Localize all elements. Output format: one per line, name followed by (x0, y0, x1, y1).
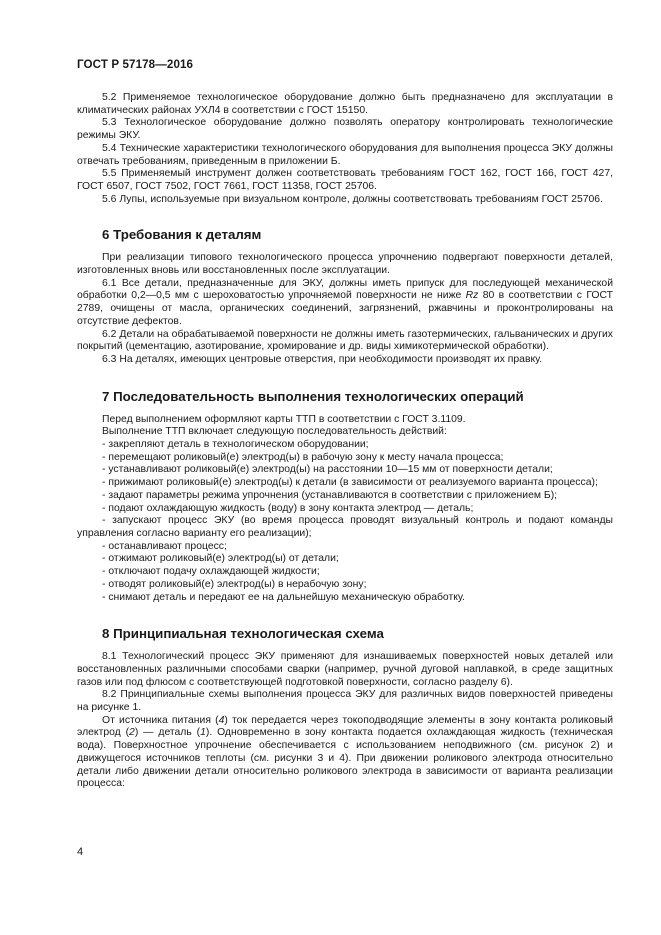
paragraph-8-3-text: ) — деталь ( (134, 727, 201, 739)
list-item: - отводят роликовый(е) электрод(ы) в нерабочую зону; (102, 578, 367, 590)
roughness-symbol: Rz (465, 290, 479, 302)
paragraph-6-1-part-a: 6.1 Все детали, предназначенные для ЭКУ, должны иметь припуск для последующей механической обработки 0,2—0,5 мм с шероховатостью упрочняемой поверхности не ниже (77, 277, 613, 302)
paragraph-6-2: 6.2 Детали на обрабатываемой поверхности не должны иметь газотермических, гальванических и других покрытий (цементацию, азотирование, хромирование и др. виды химикотермической обработки). (77, 328, 613, 353)
section-6-heading: 6 Требования к деталям (102, 227, 262, 243)
paragraph-5-3: 5.3 Технологическое оборудование должно позволять оператору контролировать технологические режимы ЭКУ. (77, 117, 613, 142)
section-7 (77, 389, 613, 605)
paragraph-8-3-text: От источника питания ( (102, 714, 219, 726)
ref-roller-electrode: 2 (129, 727, 135, 739)
paragraph-5-6: 5.6 Лупы, используемые при визуальном контроле, должны соответствовать требованиям ГОСТ 25706. (102, 193, 603, 205)
list-item: - перемещают роликовый(е) электрод(ы) в рабочую зону к месту начала процесса; (102, 451, 504, 463)
list-item: - отключают подачу охлаждающей жидкости; (102, 566, 320, 578)
section-6-intro: При реализации типового технологического процесса упрочнению подвергают поверхности деталей, изготовленных вновь или восстановленных после эксплуатации. (77, 252, 613, 277)
list-item: - останавливают процесс; (102, 540, 227, 552)
list-item: - устанавливают роликовый(е) электрод(ы) на расстоянии 10—15 мм от поверхности детали; (102, 464, 553, 476)
paragraph-8-3-text: ) ток передается через токоподводящие элементы в зону контакта роликовый электрод ( (77, 714, 613, 739)
section-5-continuation (77, 92, 613, 206)
section-7-intro-1: Перед выполнением оформляют карты ТТП в соответствии с ГОСТ 3.1109. (102, 413, 466, 425)
ref-part: 1 (200, 727, 206, 739)
paragraph-6-3: 6.3 На деталях, имеющих центровые отверстия, при необходимости производят их правку. (102, 353, 543, 365)
list-item: - прижимают роликовый(е) электрод(ы) к детали (в зависимости от реализуемого варианта процесса); (102, 477, 598, 489)
list-item: - снимают деталь и передают ее на дальнейшую механическую обработку. (102, 591, 465, 603)
section-8-heading: 8 Принципиальная технологическая схема (102, 626, 384, 642)
paragraph-8-3-text: ). Одновременно в зону контакта подается охлаждающая жидкость (техническая вода). Поверхностное упрочнение обеспечивается с использованием неподвижного (см. рисунок 2) и движущегося источников теплоты (см. рисунки 3 и 4). При движении роликового электрода относительно детали либо движении детали относительно роликового электрода в зависимости от варианта реализации процесса: (77, 727, 614, 790)
list-item: - отжимают роликовый(е) электрод(ы) от детали; (102, 553, 339, 565)
section-7-heading: 7 Последовательность выполнения технологических операций (102, 388, 524, 404)
paragraph-8-2: 8.2 Принципиальные схемы выполнения процесса ЭКУ для различных видов поверхностей приведены на рисунке 1. (77, 689, 613, 714)
paragraph-5-2: 5.2 Применяемое технологическое оборудование должно быть предназначено для эксплуатации в климатических районах УХЛ4 в соответствии с ГОСТ 15150. (77, 92, 613, 116)
section-6 (77, 227, 613, 366)
paragraph-5-4: 5.4 Технические характеристики технологического оборудования для выполнения процесса ЭКУ должны отвечать требованиям, приведенным в приложении Б. (77, 142, 613, 167)
document-body (77, 92, 613, 791)
paragraph-8-1: 8.1 Технологический процесс ЭКУ применяют для изнашиваемых поверхностей новых деталей или восстановленных различными способами сварки (например, ручной дуговой наплавкой, в среде защитных газов или под флюсом с соответствующей подготовкой поверхности, согласно разделу 6). (77, 651, 613, 688)
list-item: - запускают процесс ЭКУ (во время процесса проводят визуальный контроль и подают команды управления согласно варианту его реализации); (77, 515, 613, 539)
section-7-intro-2: Выполнение ТТП включает следующую последовательность действий: (102, 426, 447, 438)
page-number: 4 (77, 846, 84, 858)
list-item: - закрепляют деталь в технологическом оборудовании; (102, 439, 369, 451)
list-item: - задают параметры режима упрочнения (устанавливаются в соответствии с приложением Б); (102, 489, 558, 501)
paragraph-8-3 (77, 715, 613, 791)
section-8 (77, 626, 613, 791)
document-id-header: ГОСТ Р 57178—2016 (77, 58, 194, 71)
paragraph-5-5: 5.5 Применяемый инструмент должен соответствовать требованиям ГОСТ 162, ГОСТ 166, ГОСТ 427, ГОСТ 6507, ГОСТ 7502, ГОСТ 7661, ГОСТ 11358, ГОСТ 25706. (77, 168, 613, 192)
list-item: - подают охлаждающую жидкость (воду) в зону контакта электрод — деталь; (102, 502, 474, 514)
ref-power-source: 4 (218, 714, 225, 726)
paragraph-6-1 (77, 278, 613, 329)
paragraph-6-1-part-b: 80 в соответствии с ГОСТ 2789, очищены от масла, органических соединений, загрязнений, ржавчины и проконтролированы на отсутствие дефектов. (77, 290, 613, 327)
